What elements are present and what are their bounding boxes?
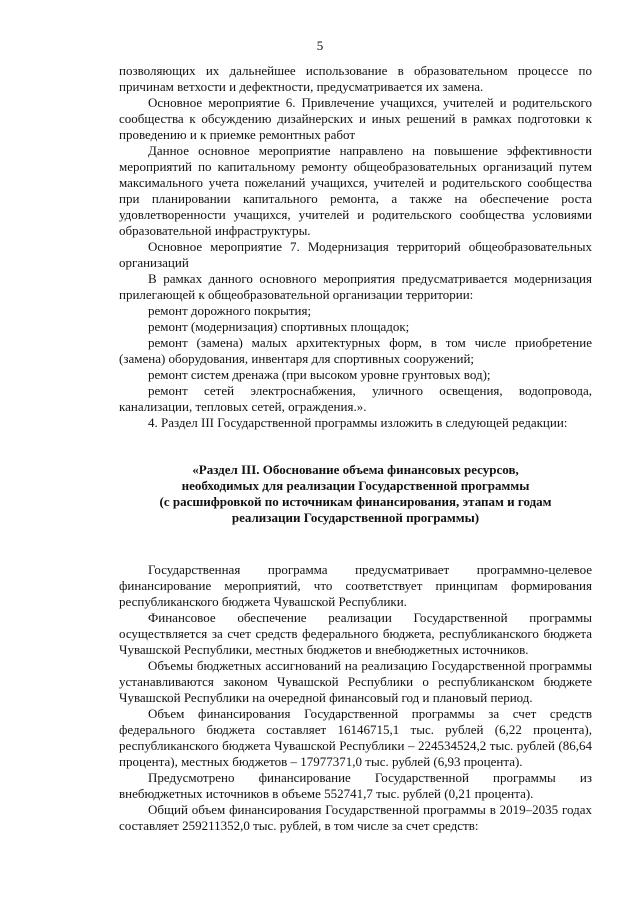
section-heading-line: необходимых для реализации Государственной программы — [181, 478, 530, 493]
paragraph-measure-7-description: В рамках данного основного мероприятия предусматривается модернизация прилегающей к общеобразовательной организации территории: — [119, 271, 592, 302]
paragraph-total-financing: Общий объем финансирования Государственной программы в 2019–2035 годах составляет 259211352,0 тыс. рублей, в том числе за счет средств: — [119, 802, 592, 833]
section-heading — [119, 462, 592, 526]
paragraph-measure-6: Основное мероприятие 6. Привлечение учащихся, учителей и родительского сообщества к обсуждению дизайнерских и иных решений в рамках подготовки к проведению и к приемке ремонтных работ — [119, 95, 592, 142]
list-item-networks: ремонт сетей электроснабжения, уличного освещения, водопровода, канализации, тепловых сетей, ограждения.». — [119, 383, 592, 414]
paragraph-amendment-4: 4. Раздел III Государственной программы изложить в следующей редакции: — [148, 415, 568, 430]
paragraph-program-targeted-financing: Государственная программа предусматривает программно-целевое финансирование мероприятий, что соответствует принципам формирования республиканского бюджета Чувашской Республики. — [119, 562, 592, 609]
paragraph-measure-7: Основное мероприятие 7. Модернизация территорий общеобразовательных организаций — [119, 239, 592, 270]
paragraph-extrabudgetary: Предусмотрено финансирование Государственной программы из внебюджетных источников в объеме 552741,7 тыс. рублей (0,21 процента). — [119, 770, 592, 801]
page-number: 5 — [316, 38, 324, 53]
document-body — [119, 63, 592, 834]
paragraph-budget-allocations: Объемы бюджетных ассигнований на реализацию Государственной программы устанавливаются законом Чувашской Республики о республиканском бюджете Чувашской Республики на очередной финансовый год и плановый период. — [119, 658, 592, 705]
paragraph-continuation: позволяющих их дальнейшее использование в образовательном процессе по причинам ветхости и дефектности, предусматривается их замена. — [119, 63, 592, 94]
paragraph-measure-6-description: Данное основное мероприятие направлено на повышение эффективности мероприятий по капитальному ремонту общеобразовательных организаций путем максимального учета пожеланий учащихся, учителей и родительского сообщества при планировании капитального ремонта, а также на обеспечение роста удовлетворенности учащихся, учителей и родительского сообщества условиями образовательной инфраструктуры. — [119, 143, 592, 238]
list-item-sports-grounds: ремонт (модернизация) спортивных площадок; — [148, 319, 410, 334]
list-item-small-architectural-forms: ремонт (замена) малых архитектурных форм, в том числе приобретение (замена) оборудования, инвентаря для спортивных сооружений; — [119, 335, 592, 366]
section-heading-line: (с расшифровкой по источникам финансирования, этапам и годам — [159, 494, 552, 509]
list-item-road-surface: ремонт дорожного покрытия; — [148, 303, 312, 318]
list-item-drainage: ремонт систем дренажа (при высоком уровне грунтовых вод); — [148, 367, 491, 382]
paragraph-financing-volume: Объем финансирования Государственной программы за счет средств федерального бюджета составляет 16146715,1 тыс. рублей (6,22 процента), республиканского бюджета Чувашской Республики – 224534524,2 тыс. рублей (86,64 процента), местных бюджетов – 17977371,0 тыс. рублей (6,93 процента). — [119, 706, 592, 769]
section-heading-line: реализации Государственной программы) — [231, 510, 480, 525]
paragraph-financial-support: Финансовое обеспечение реализации Государственной программы осуществляется за счет средств федерального бюджета, республиканского бюджета Чувашской Республики, местных бюджетов и внебюджетных источников. — [119, 610, 592, 657]
section-heading-line: «Раздел III. Обоснование объема финансовых ресурсов, — [192, 462, 519, 477]
